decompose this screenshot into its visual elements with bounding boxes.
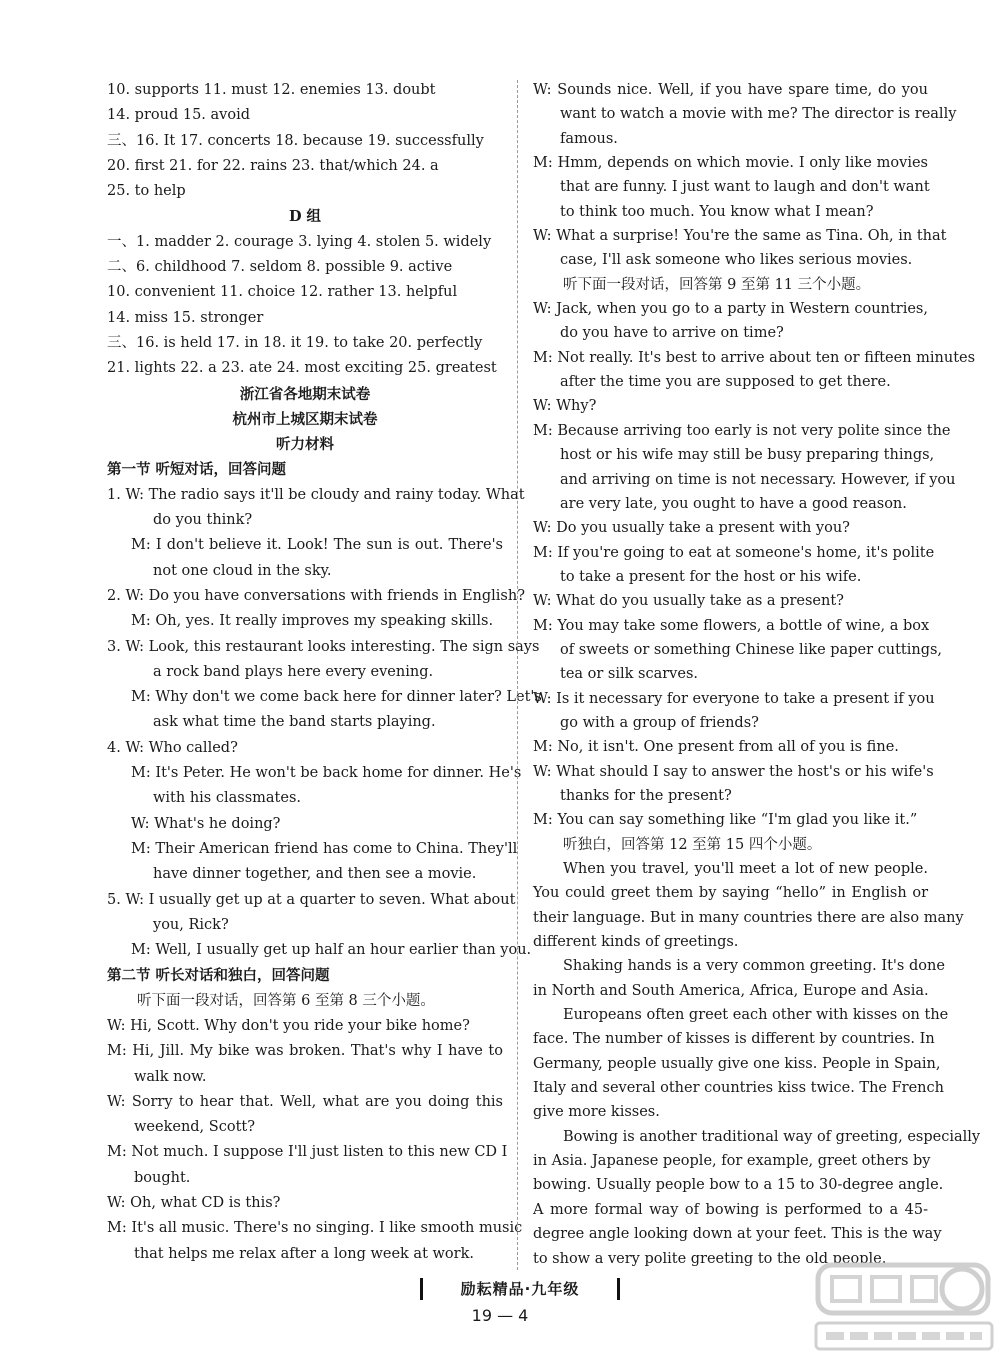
text-line: M: It's all music. There's no singing. I like smooth music — [107, 1220, 523, 1237]
text-line: after the time you are supposed to get there. — [560, 374, 891, 391]
text-line: do you think? — [153, 512, 253, 529]
text-line: do you have to arrive on time? — [560, 325, 784, 342]
text-line: W: Oh, what CD is this? — [107, 1195, 281, 1212]
footer-bar-left — [420, 1278, 423, 1300]
text-line: 10. convenient 11. choice 12. rather 13. helpful — [107, 284, 458, 301]
text-line: A more formal way of bowing is performed to a 45- — [533, 1201, 928, 1218]
text-line: Italy and several other countries kiss twice. The French — [533, 1080, 944, 1097]
text-line: W: What should I say to answer the host's or his wife's — [533, 763, 934, 780]
text-line: in North and South America, Africa, Europe and Asia. — [533, 982, 929, 999]
text-line: bought. — [134, 1169, 191, 1186]
text-line: W: What a surprise! You're the same as Tina. Oh, in that — [533, 228, 947, 245]
text-line: W: Jack, when you go to a party in Western countries, — [533, 301, 928, 318]
text-line: a rock band plays here every evening. — [153, 663, 434, 680]
text-line: You could greet them by saying “hello” in English or — [533, 885, 928, 902]
text-line: case, I'll ask someone who likes serious movies. — [560, 252, 913, 269]
watermark-logo-icon — [812, 1255, 997, 1355]
text-line: 2. W: Do you have conversations with friends in English? — [107, 587, 525, 604]
text-line: Europeans often greet each other with kisses on the — [563, 1007, 949, 1024]
text-line: to take a present for the host or his wife. — [560, 568, 862, 585]
text-line: degree angle looking down at your feet. This is the way — [533, 1226, 942, 1243]
text-line: their language. But in many countries there are also many — [533, 909, 964, 926]
section-heading: 第一节 听短对话，回答问题 — [107, 461, 287, 479]
text-line: M: Not much. I suppose I'll just listen to this new CD I — [107, 1144, 508, 1161]
text-line: M: You may take some flowers, a bottle of wine, a box — [533, 617, 930, 634]
text-line: with his classmates. — [153, 790, 301, 807]
text-line: M: If you're going to eat at someone's home, it's polite — [533, 544, 935, 561]
text-line: 三、16. is held 17. in 18. it 19. to take 20. perfectly — [107, 334, 483, 351]
text-line: W: What's he doing? — [131, 815, 281, 832]
text-line: W: What do you usually take as a present? — [533, 593, 844, 610]
text-line: 20. first 21. for 22. rains 23. that/which 24. a — [107, 157, 439, 174]
text-line: W: Do you usually take a present with you? — [533, 520, 850, 537]
text-line: 三、16. It 17. concerts 18. because 19. successfully — [107, 132, 484, 149]
text-line: of sweets or something Chinese like paper cuttings, — [560, 641, 943, 658]
text-line: to show a very polite greeting to the old people. — [533, 1250, 887, 1267]
text-line: and arriving on time is not necessary. However, if you — [560, 471, 956, 488]
text-line: When you travel, you'll meet a lot of new people. — [563, 861, 928, 877]
text-line: M: Because arriving too early is not very polite since the — [533, 422, 951, 439]
column-divider — [517, 80, 518, 1270]
text-line: 3. W: Look, this restaurant looks interesting. The sign says — [107, 638, 540, 655]
text-line: want to watch a movie with me? The director is really — [560, 106, 957, 123]
text-line: 25. to help — [107, 183, 186, 200]
footer-series-title: 励耘精品·九年级 — [460, 1280, 580, 1298]
section-heading: 杭州市上城区期末试卷 — [232, 410, 378, 428]
right-column — [533, 78, 981, 1271]
text-line: ask what time the band starts playing. — [153, 714, 436, 731]
text-line: 听独白，回答第 12 至第 15 四个小题。 — [563, 836, 822, 853]
text-line: M: Their American friend has come to China. They'll — [131, 840, 518, 857]
text-line: W: Is it necessary for everyone to take a present if you — [533, 690, 935, 707]
text-line: you, Rick? — [153, 916, 229, 933]
page-number: 19 — 4 — [471, 1306, 529, 1325]
text-line: Germany, people usually give one kiss. People in Spain, — [533, 1055, 941, 1072]
text-line: M: I don't believe it. Look! The sun is out. There's — [131, 537, 503, 554]
text-line: M: Well, I usually get up half an hour earlier than you. — [131, 942, 532, 959]
text-line: go with a group of friends? — [560, 714, 759, 731]
text-line: M: Hmm, depends on which movie. I only like movies — [533, 155, 928, 172]
text-line: W: Sorry to hear that. Well, what are you doing this — [107, 1093, 503, 1110]
left-column — [107, 78, 542, 1267]
footer-series-band — [420, 1276, 620, 1302]
text-line: thanks for the present? — [560, 787, 732, 804]
text-line: 14. proud 15. avoid — [107, 107, 250, 124]
section-heading: 第二节 听长对话和独白，回答问题 — [107, 967, 330, 985]
text-line: M: No, it isn't. One present from all of you is fine. — [533, 739, 899, 756]
text-line: 14. miss 15. stronger — [107, 309, 264, 326]
section-heading: 浙江省各地期末试卷 — [239, 385, 371, 403]
text-line: 听下面一段对话，回答第 9 至第 11 三个小题。 — [563, 276, 871, 293]
text-line: 1. W: The radio says it'll be cloudy and rainy today. What — [107, 486, 525, 503]
text-line: weekend, Scott? — [134, 1119, 255, 1136]
text-line: are very late, you ought to have a good reason. — [560, 495, 907, 512]
text-line: M: Why don't we come back here for dinner later? Let's — [131, 689, 542, 706]
text-line: 4. W: Who called? — [107, 739, 238, 756]
text-line: Shaking hands is a very common greeting. It's done — [563, 958, 945, 975]
text-line: not one cloud in the sky. — [153, 562, 332, 579]
text-line: walk now. — [134, 1068, 207, 1085]
text-line: W: Sounds nice. Well, if you have spare time, do you — [533, 82, 928, 98]
text-line: 21. lights 22. a 23. ate 24. most exciting 25. greatest — [107, 360, 497, 377]
footer-bar-right — [617, 1278, 620, 1300]
text-line: W: Hi, Scott. Why don't you ride your bike home? — [107, 1017, 470, 1034]
text-line: M: Hi, Jill. My bike was broken. That's why I have to — [107, 1043, 503, 1060]
text-line: 5. W: I usually get up at a quarter to seven. What about — [107, 891, 516, 908]
text-line: Bowing is another traditional way of greeting, especially — [563, 1128, 981, 1145]
text-line: that helps me relax after a long week at work. — [134, 1245, 474, 1262]
text-line: face. The number of kisses is different by countries. In — [533, 1031, 935, 1048]
section-heading: D 组 — [288, 208, 322, 226]
text-line: famous. — [560, 130, 618, 147]
text-line: M: You can say something like “I'm glad you like it.” — [533, 812, 918, 829]
text-line: 二、6. childhood 7. seldom 8. possible 9. active — [107, 259, 453, 276]
text-line: different kinds of greetings. — [533, 934, 739, 951]
text-line: M: Oh, yes. It really improves my speaking skills. — [131, 613, 494, 630]
text-line: tea or silk scarves. — [560, 666, 699, 683]
text-line: give more kisses. — [533, 1104, 660, 1121]
text-line: have dinner together, and then see a movie. — [153, 866, 477, 883]
text-line: 10. supports 11. must 12. enemies 13. doubt — [107, 82, 436, 98]
text-line: bowing. Usually people bow to a 15 to 30-degree angle. — [533, 1177, 944, 1194]
text-line: M: It's Peter. He won't be back home for dinner. He's — [131, 765, 522, 782]
text-line: host or his wife may still be busy preparing things, — [560, 447, 935, 464]
text-line: M: Not really. It's best to arrive about ten or fifteen minutes — [533, 349, 976, 366]
section-heading: 听力材料 — [276, 436, 334, 454]
text-line: 听下面一段对话，回答第 6 至第 8 三个小题。 — [137, 992, 435, 1009]
text-line: W: Why? — [533, 398, 597, 415]
text-line: to think too much. You know what I mean? — [560, 203, 874, 220]
text-line: in Asia. Japanese people, for example, greet others by — [533, 1153, 931, 1170]
text-line: that are funny. I just want to laugh and don't want — [560, 179, 930, 196]
text-line: 一、1. madder 2. courage 3. lying 4. stolen 5. widely — [107, 233, 492, 250]
